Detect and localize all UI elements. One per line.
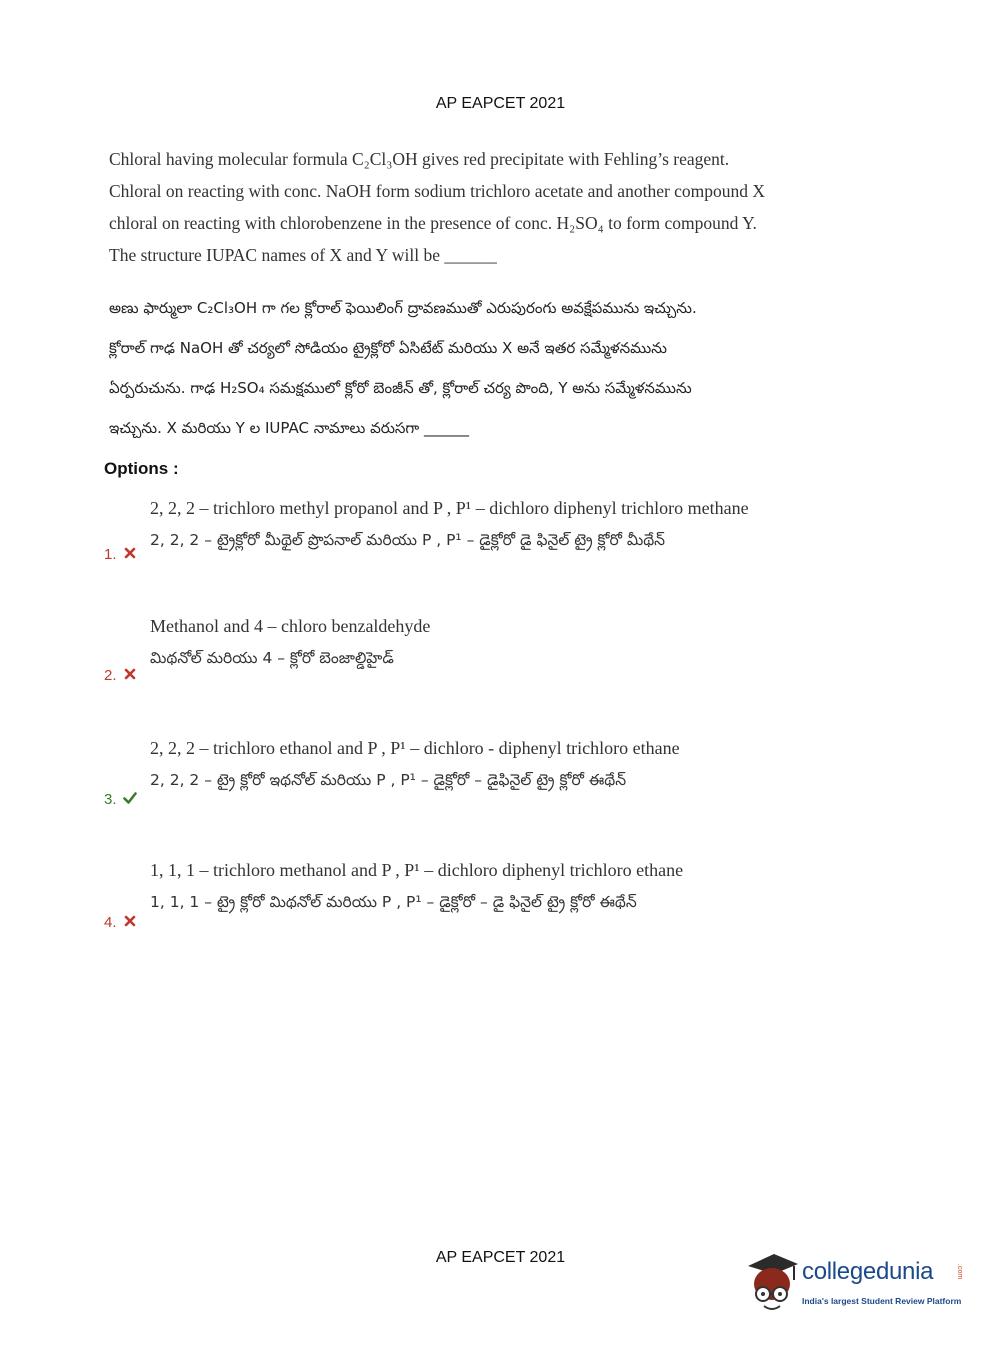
page-header-title: AP EAPCET 2021: [435, 95, 566, 112]
option-telugu: 1, 1, 1 – ట్రై క్లోరో మిథనోల్ మరియు P , P¹ – డైక్లోరో – డై ఫినైల్ ట్రై క్లోరో ఈథేన్: [150, 893, 637, 911]
options-label: Options :: [104, 459, 179, 478]
option-english: 1, 1, 1 – trichloro methanol and P , P¹ – dichloro diphenyl trichloro ethane: [150, 860, 684, 880]
option-2-marker: [104, 667, 137, 684]
option-number: 3.: [104, 791, 117, 808]
question-telugu-line: అణు ఫార్ములా C₂Cl₃OH గా గల క్లోరాల్ ఫెయిలింగ్ ద్రావణముతో ఎరుపురంగు అవక్షేపమును ఇచ్చును.: [109, 299, 697, 317]
page-footer-title: AP EAPCET 2021: [435, 1249, 566, 1266]
question-telugu-line: ఇచ్చును. X మరియు Y ల IUPAC నామాలు వరుసగా ______: [109, 419, 469, 437]
brand-name: collegedunia: [802, 1258, 934, 1285]
question-english: [109, 143, 766, 271]
option-4-marker: [104, 914, 137, 931]
option-3-text: [150, 732, 790, 796]
option-2-text: [150, 610, 790, 674]
question-english-line: chloral on reacting with chlorobenzene in the presence of conc. H₂SO₄ to form compound Y.: [109, 213, 757, 233]
option-1-text: [150, 492, 790, 556]
check-icon: [123, 791, 137, 805]
option-number: 4.: [104, 914, 117, 931]
option-number: 2.: [104, 667, 117, 684]
question-english-line: The structure IUPAC names of X and Y will be ______: [109, 245, 497, 265]
cross-icon: [123, 914, 137, 928]
collegedunia-logo: [744, 1250, 974, 1320]
option-english: 2, 2, 2 – trichloro methyl propanol and P , P¹ – dichloro diphenyl trichloro methane: [150, 498, 749, 518]
mascot-icon: [744, 1250, 800, 1316]
option-3-marker: [104, 791, 137, 808]
option-telugu: 2, 2, 2 – ట్రై క్లోరో ఇథనోల్ మరియు P , P¹ – డైక్లోరో – డైఫినైల్ ట్రై క్లోరో ఈథేన్: [150, 771, 627, 789]
option-number: 1.: [104, 546, 117, 563]
option-4-text: [150, 854, 790, 918]
cross-icon: [123, 546, 137, 560]
question-telugu: [109, 288, 769, 448]
option-telugu: మిథనోల్ మరియు 4 – క్లోరో బెంజాల్డిహైడ్: [150, 649, 394, 667]
cross-icon: [123, 667, 137, 681]
brand-tagline: India's largest Student Review Platform: [802, 1296, 962, 1306]
question-english-line: Chloral on reacting with conc. NaOH form sodium trichloro acetate and another compound X: [109, 181, 766, 201]
option-english: Methanol and 4 – chloro benzaldehyde: [150, 616, 431, 636]
question-telugu-line: క్లోరాల్ గాఢ NaOH తో చర్యలో సోడియం ట్రైక్లోరో ఏసిటేట్ మరియు X అనే ఇతర సమ్మేళనమును: [109, 339, 667, 357]
option-telugu: 2, 2, 2 – ట్రైక్లోరో మీథైల్ ప్రొపనాల్ మరియు P , P¹ – డైక్లోరో డై ఫినైల్ ట్రై క్లోరో మీథేన్: [150, 531, 666, 549]
question-english-line: Chloral having molecular formula C₂Cl₃OH gives red precipitate with Fehling’s reagent.: [109, 149, 730, 169]
question-telugu-line: ఏర్పరుచును. గాఢ H₂SO₄ సమక్షములో క్లోరో బెంజీన్ తో, క్లోరాల్ చర్య పొంది, Y అను సమ్మేళనమును: [109, 379, 692, 397]
option-1-marker: [104, 546, 137, 563]
brand-suffix: .com: [956, 1264, 963, 1280]
option-english: 2, 2, 2 – trichloro ethanol and P , P¹ – dichloro - diphenyl trichloro ethane: [150, 738, 680, 758]
